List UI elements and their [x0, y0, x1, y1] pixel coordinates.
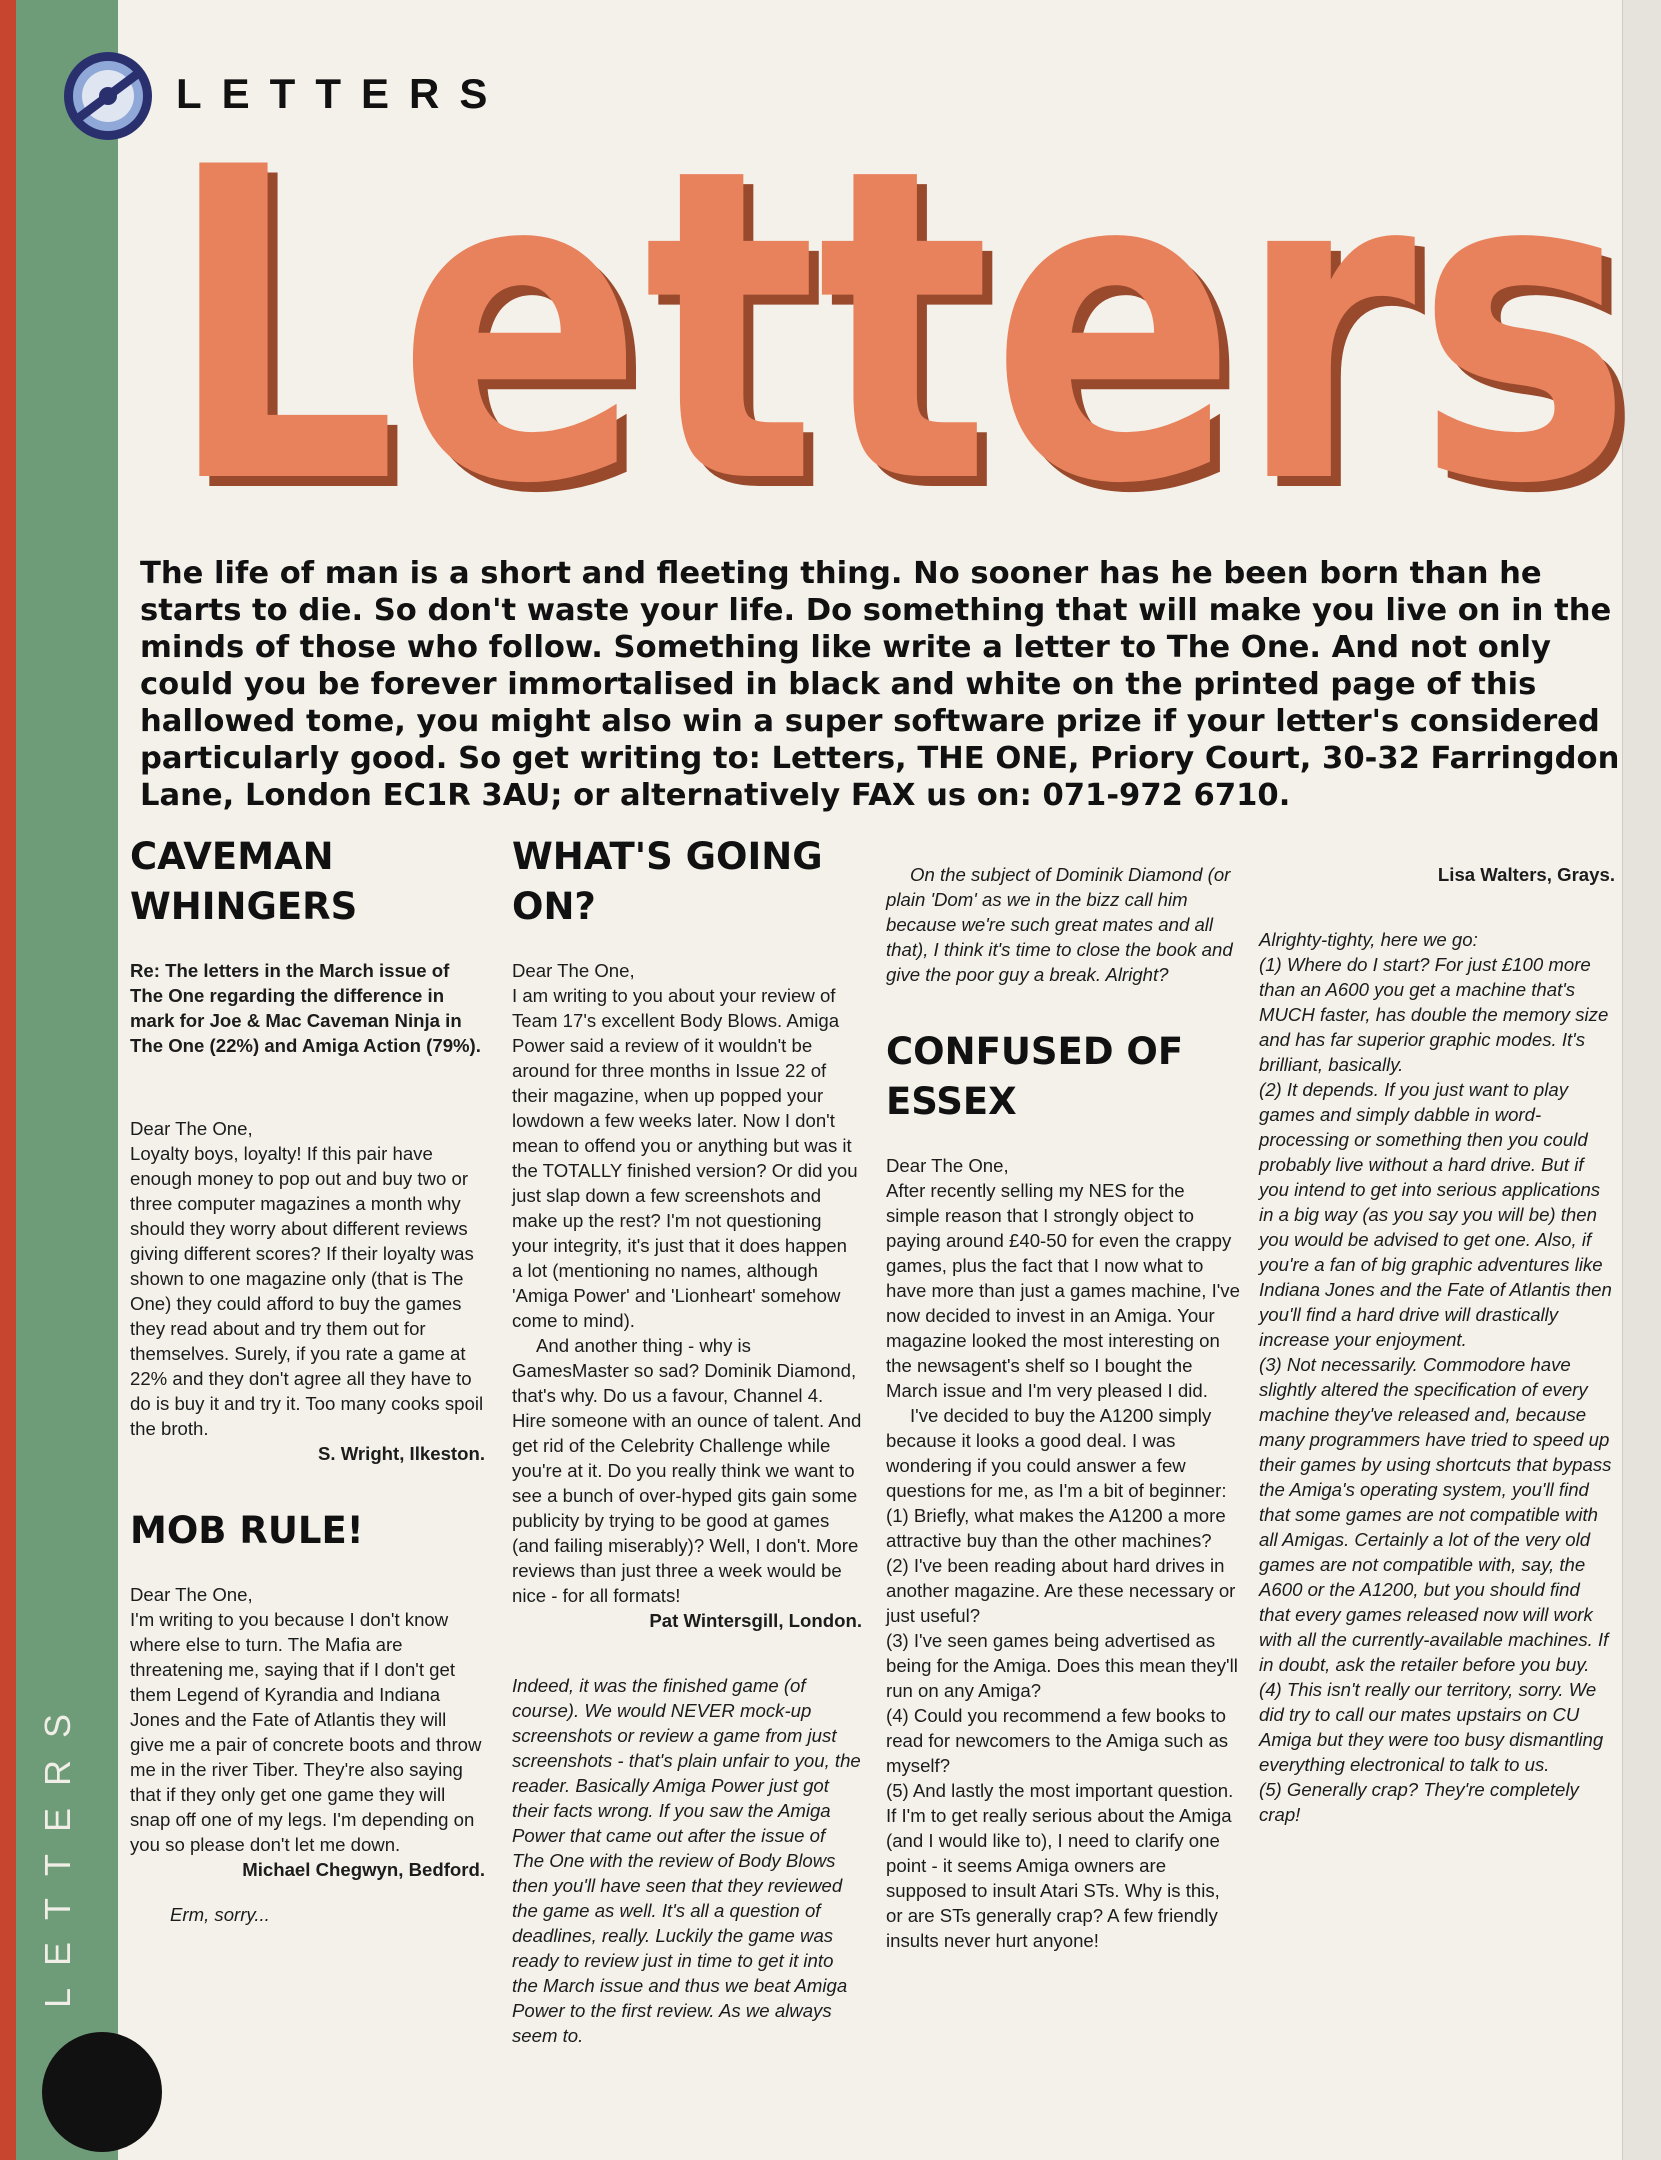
editor-answer: (2) It depends. If you just want to play games and simply dabble in word-processing or something then you could probably live without a hard drive. But if you intend to get into serious applications in a big way (as you say you will be) then you would be advised to get one. Also, if you're a fan of big graphic adventures like Indiana Jones and the Fate of Atlantis then you'll find a hard drive will drastically increase your enjoyment. [1259, 1079, 1612, 1350]
letter-question: (3) I've seen games being advertised as being for the Amiga. Does this mean they'll run on any Amiga? [886, 1630, 1238, 1701]
spacer [886, 987, 1240, 1027]
letter-greeting: Dear The One, [130, 1118, 253, 1139]
letter-body: And another thing - why is GamesMaster so sad? Dominik Diamond, that's why. Do us a favour, Channel 4. Hire someone with an ounce of talent. And get rid of the Celebrity Challenge while you're at it. Do you really think we want to see a bunch of over-hyped gits gain some publicity by trying to be good at games (and failing miserably)? Well, I don't. More reviews than just three a week would be nice - for all formats! [512, 1335, 862, 1606]
editor-answer: (5) Generally crap? They're completely crap! [1259, 1779, 1579, 1825]
editor-answer: (1) Where do I start? For just £100 more than an A600 you get a machine that's MUCH faster, has double the memory size and has far superior graphic modes. It's brilliant, basically. [1259, 954, 1609, 1075]
letter-greeting: Dear The One, [512, 960, 635, 981]
letter-body: Loyalty boys, loyalty! If this pair have enough money to pop out and buy two or three computer magazines a month why should they worry about different reviews giving different scores? If their loyalty was shown to one magazine only (that is The One) they could afford to buy the games they read about and try them out for themselves. Surely, if you rate a game at 22% and they don't agree all they have to do is buy it and try it. Too many cooks spoil the broth. [130, 1143, 484, 1439]
column-2 [512, 832, 862, 2048]
spacer [1259, 887, 1615, 927]
letter-question: (4) Could you recommend a few books to read for newcomers to the Amiga such as myself? [886, 1705, 1229, 1776]
sidebar-red-edge [0, 0, 16, 2160]
letter-question: (2) I've been reading about hard drives in another magazine. Are these necessary or just useful? [886, 1555, 1236, 1626]
column-4 [1259, 862, 1615, 1827]
editor-answer: (4) This isn't really our territory, sorry. We did try to call our mates upstairs on CU Amiga but they were too busy dismantling everything electronical to talk to us. [1259, 1679, 1604, 1775]
letter-question: (5) And lastly the most important question. If I'm to get really serious about the Amiga (and I would like to), I need to clarify one point - it seems Amiga owners are supposed to insult Atari STs. Why is this, or are STs generally crap? A few friendly insults never hurt anyone! [886, 1780, 1234, 1951]
sidebar-section-label: LETTERS [37, 1691, 79, 2009]
letter-signature: Pat Wintersgill, London. [649, 1610, 862, 1631]
column-1 [130, 832, 485, 1927]
section-header: LETTERS [176, 70, 508, 117]
editor-answer: (3) Not necessarily. Commodore have slightly altered the specification of every machine they've released and, because many programmers have tried to speed up their games by using shortcuts that bypass the Amiga's operating system, you'll find that some games are not compatible with all Amigas. Certainly a lot of the very old games are not compatible with, say, the A600 or the A1200, but you should find that every games released now will work with all the currently-available machines. If in doubt, ask the retailer before you buy. [1259, 1354, 1612, 1675]
page-title-text: Letters [166, 150, 1632, 520]
letter-signature: Lisa Walters, Grays. [1437, 864, 1615, 885]
letter-question: (1) Briefly, what makes the A1200 a more attractive buy than the other machines? [886, 1505, 1226, 1551]
editor-reply: Indeed, it was the finished game (of course). We would NEVER mock-up screenshots or review a game from just screenshots - that's plain unfair to you, the reader. Basically Amiga Power just got their facts wrong. If you saw the Amiga Power that came out after the issue of The One with the review of Body Blows then you'll have seen that they reviewed the game as well. It's all a question of deadlines, really. Luckily the game was ready to review just in time to get it into the March issue and thus we beat Amiga Power to the first review. As we always seem to. [512, 1675, 861, 2046]
intro-paragraph: The life of man is a short and fleeting thing. No sooner has he been born than he starts to die. So don't waste your life. Do something that will make you live on in the minds of those who follow. Something like write a letter to The One. And not only could you be forever immortalised in black and white on the printed page of this hallowed tome, you might also win a super software prize if your letter's considered particularly good. So get writing to: Letters, THE ONE, Priory Court, 30-32 Farringdon Lane, London EC1R 3AU; or alternatively FAX us on: 071-972 6710. [140, 556, 1620, 813]
page-corner-dot [42, 2032, 162, 2152]
sidebar [0, 0, 118, 2160]
letter-greeting: Dear The One, [130, 1584, 253, 1605]
editor-reply: Erm, sorry... [170, 1904, 270, 1925]
editor-reply: On the subject of Dominik Diamond (or plain 'Dom' as we in the bizz call him because we're such great mates and all that), I think it's time to close the book and give the poor guy a break. Alright? [886, 864, 1233, 985]
letter-heading-mob: MOB RULE! [130, 1509, 364, 1552]
spacer [512, 1633, 862, 1673]
letter-body: I am writing to you about your review of Team 17's excellent Body Blows. Amiga Power said a review of it wouldn't be around for three months in Issue 22 of their magazine, when up popped your lowdown a few weeks later. Now I don't mean to offend you or anything but was it the TOTALLY finished version? Or did you just slap down a few screenshots and make up the rest? I'm not questioning your integrity, it's just that it does happen a lot (mentioning no names, although 'Amiga Power' and 'Lionheart' somehow come to mind). [512, 985, 858, 1331]
letter-reference: Re: The letters in the March issue of The One regarding the difference in mark for Joe & Mac Caveman Ninja in The One (22%) and Amiga Action (79%). [130, 960, 481, 1056]
letter-heading-caveman: CAVEMAN WHINGERS [130, 835, 358, 928]
letter-body: After recently selling my NES for the simple reason that I strongly object to paying around £40-50 for even the crappy games, plus the fact that I now what to have more than just a games machine, I've now decided to invest in an Amiga. Your magazine looked the most interesting on the newsagent's shelf so I bought the March issue and I'm very pleased I did. [886, 1180, 1240, 1401]
letter-signature: Michael Chegwyn, Bedford. [242, 1859, 485, 1880]
letter-greeting: Dear The One, [886, 1155, 1009, 1176]
page-title-shadow: Letters [176, 150, 1642, 520]
letter-body: I'm writing to you because I don't know where else to turn. The Mafia are threatening me, saying that if I don't get them Legend of Kyrandia and Indiana Jones and the Fate of Atlantis they will give me a pair of concrete boots and throw me in the river Tiber. They're also saying that if they only get one game they will snap off one of my legs. I'm depending on you so please don't let me down. [130, 1609, 482, 1855]
column-3 [886, 862, 1240, 1953]
letter-signature: S. Wright, Ilkeston. [317, 1443, 485, 1464]
page-title [160, 150, 1650, 520]
editor-reply: Alrighty-tighty, here we go: [1259, 929, 1478, 950]
letter-body: I've decided to buy the A1200 simply because it looks a good deal. I was wondering if you could answer a few questions for me, as I'm a bit of beginner: [886, 1405, 1227, 1501]
letter-heading-whats-going-on: WHAT'S GOING ON? [512, 835, 823, 928]
letter-heading-confused: CONFUSED OF ESSEX [886, 1030, 1184, 1123]
spacer [130, 1466, 485, 1506]
section-logo-icon [62, 50, 154, 142]
